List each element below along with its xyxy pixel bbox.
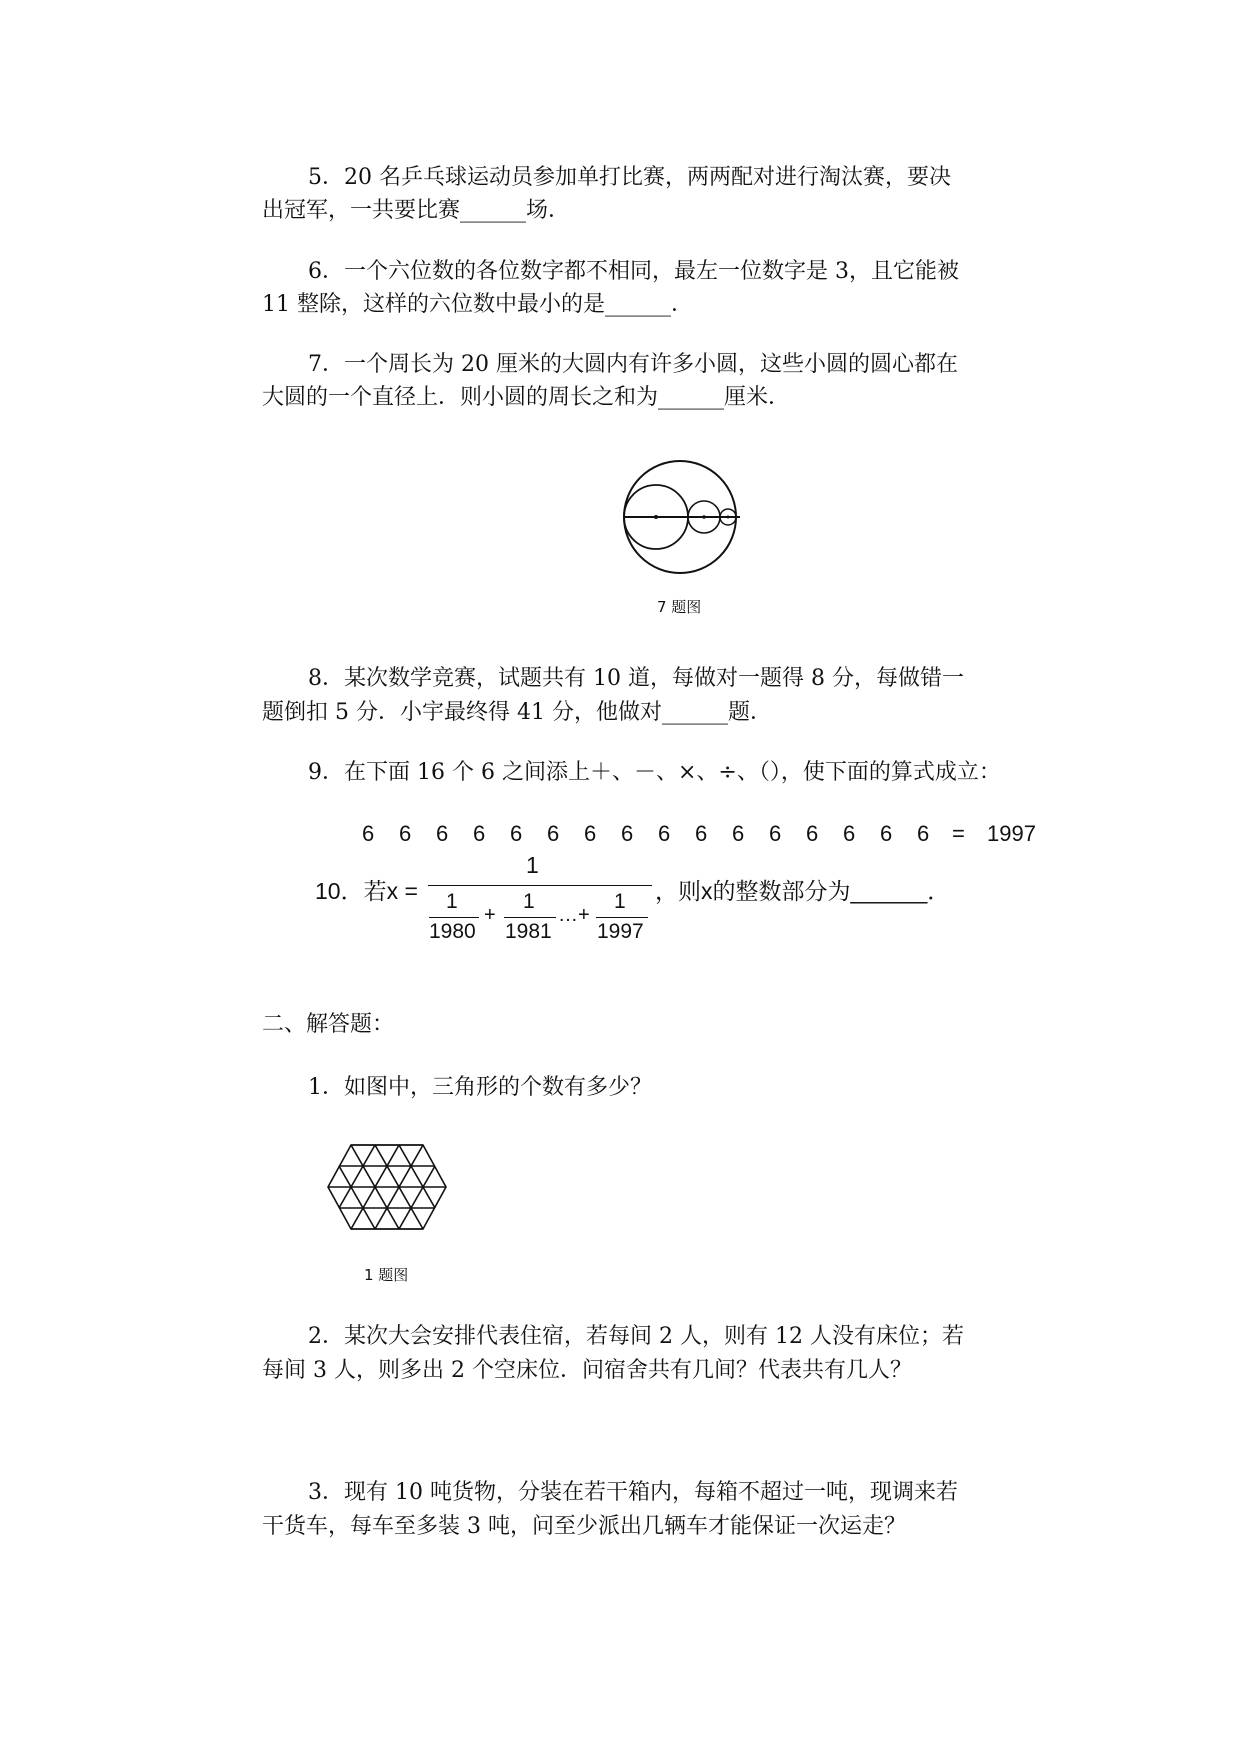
q6-line1: 6．一个六位数的各位数字都不相同，最左一位数字是 3，且它能被 (308, 259, 959, 284)
q6-line2: 11 整除，这样的六位数中最小的是______． (262, 292, 693, 317)
q9-digit: 6 (473, 821, 486, 846)
q7-line2: 大圆的一个直径上．则小圆的周长之和为______厘米． (262, 385, 791, 410)
q10-term3-bar (596, 917, 648, 918)
p3-line1: 3．现有 10 吨货物，分装在若干箱内，每箱不超过一吨，现调来若 (308, 1480, 958, 1505)
q10-main-fraction-bar (428, 885, 652, 886)
q9-digit: 6 (547, 821, 560, 846)
q9-result: 1997 (987, 821, 1036, 846)
p1-figure-caption: 1 题图 (364, 1266, 409, 1284)
q9-digit: 6 (732, 821, 745, 846)
q9-digit: 6 (399, 821, 412, 846)
q10-suffix: ，则x的整数部分为______． (655, 878, 951, 904)
q5-line1: 5．20 名乒乓球运动员参加单打比赛，两两配对进行淘汰赛，要决 (308, 165, 951, 190)
q10-term1-bar (429, 917, 479, 918)
q9-digit: 6 (917, 821, 930, 846)
q10-term3-den: 1997 (597, 920, 644, 943)
q9-digit: 6 (695, 821, 708, 846)
q9-digit: 6 (806, 821, 819, 846)
p2-line1: 2．某次大会安排代表住宿，若每间 2 人，则有 12 人没有床位；若 (308, 1324, 964, 1349)
q9-digit: 6 (769, 821, 782, 846)
q9-equals: = (952, 821, 965, 846)
p3-line2: 干货车，每车至多装 3 吨，问至少派出几辆车才能保证一次运走？ (262, 1514, 906, 1539)
q9-digit: 6 (880, 821, 893, 846)
q10-term2-num: 1 (523, 890, 535, 913)
q9-digit: 6 (843, 821, 856, 846)
q9-digit: 6 (658, 821, 671, 846)
p1-triangle-grid-figure (322, 1142, 450, 1238)
q5-line2: 出冠军，一共要比赛______场． (262, 198, 571, 223)
q7-line1: 7．一个周长为 20 厘米的大圆内有许多小圆，这些小圆的圆心都在 (308, 352, 958, 377)
q10-prefix: 10．若x = (315, 878, 418, 904)
q9-digit: 6 (362, 821, 375, 846)
q10-plus: + (484, 904, 496, 926)
q9-digit: 6 (436, 821, 449, 846)
section-heading: 二、解答题： (262, 1012, 395, 1037)
q10-term1-num: 1 (446, 890, 458, 913)
p1-text: 1．如图中，三角形的个数有多少？ (308, 1075, 652, 1100)
q10-term2-den: 1981 (505, 920, 552, 943)
q10-numerator: 1 (526, 852, 539, 878)
q8-line1: 8．某次数学竞赛，试题共有 10 道，每做对一题得 8 分，每做错一 (308, 666, 964, 691)
q10-ellipsis: …+ (558, 904, 590, 926)
q9-digit: 6 (584, 821, 597, 846)
q7-figure-caption: 7 题图 (657, 598, 702, 616)
q8-line2: 题倒扣 5 分．小宇最终得 41 分，他做对______题． (262, 700, 772, 725)
q9-digit: 6 (621, 821, 634, 846)
q9-digit: 6 (510, 821, 523, 846)
q9-line1: 9．在下面 16 个 6 之间添上＋、－、×、÷、（），使下面的算式成立： (308, 760, 1001, 785)
q10-term3-num: 1 (614, 890, 626, 913)
q7-circles-figure (620, 455, 748, 581)
p2-line2: 每间 3 人，则多出 2 个空床位．问宿舍共有几间？代表共有几人？ (262, 1358, 912, 1383)
q10-term1-den: 1980 (429, 920, 476, 943)
q10-term2-bar (504, 917, 556, 918)
